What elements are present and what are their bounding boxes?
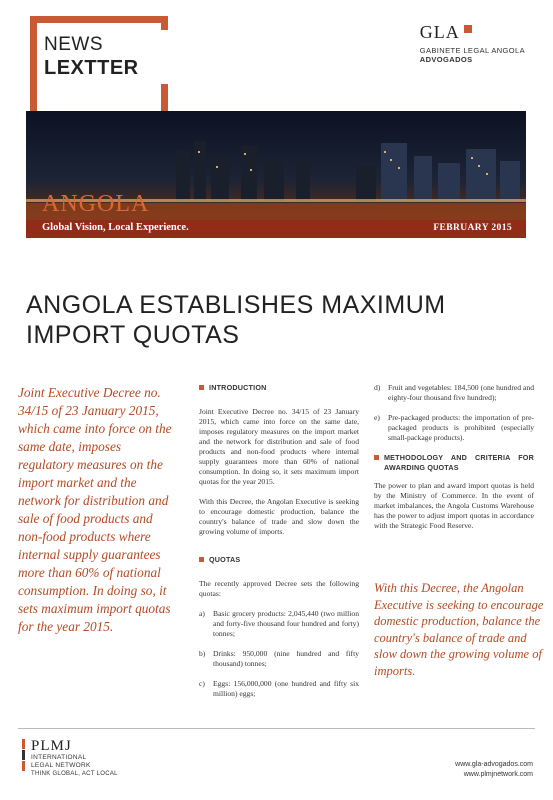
firm-name: GABINETE LEGAL ANGOLA <box>419 46 525 55</box>
partner-network-line2: LEGAL NETWORK <box>31 762 91 769</box>
banner-date: FEBRUARY 2015 <box>433 223 512 233</box>
banner-slogan: Global Vision, Local Experience. <box>42 222 189 233</box>
intro-paragraph-1: Joint Executive Decree no. 34/15 of 23 January 2015, which came into force on the same date, imposes regulatory measures on the import market and the network for distribution and sale of food products and non-food products where internal supply guarantees more than 60% of national consumption. In doing so, it sets maximum import quotas for the year 2015. <box>199 407 359 486</box>
link-plmj[interactable]: www.plmjnetwork.com <box>463 771 533 778</box>
link-gla[interactable]: www.gla-advogados.com <box>455 761 533 768</box>
masthead-line1: NEWS <box>44 34 103 55</box>
lead-paragraph: Joint Executive Decree no. 34/15 of 23 January 2015, which came into force on the same date, imposes regulatory measures on the import market and the network for distribution and sale of food products and non-food products where internal supply guarantees more than 60% of national consumption. In doing so, it sets maximum import quotas for the year 2015. <box>18 385 172 634</box>
article-title <box>26 290 506 350</box>
footer-links <box>455 760 533 780</box>
footer-divider <box>18 728 535 729</box>
partner-tagline: THINK GLOBAL, ACT LOCAL <box>31 771 118 777</box>
column-middle <box>199 383 359 709</box>
firm-logo <box>420 22 525 64</box>
firm-mark: GLA <box>420 22 525 43</box>
city-banner <box>26 111 526 238</box>
section-heading-introduction: INTRODUCTION <box>199 383 359 393</box>
partner-logo-icon <box>22 739 25 772</box>
partner-name: PLMJ <box>31 738 72 754</box>
partner-logo <box>22 738 118 779</box>
article-title-line2: IMPORT QUOTAS <box>26 321 240 349</box>
firm-type: ADVOGADOS <box>419 55 473 64</box>
quota-item: c) Eggs: 156,000,000 (one hundred and fifty six million) eggs; <box>199 679 359 698</box>
quota-item: a) Basic grocery products: 2,045,440 (two million and forty-five thousand four hundred and forty) tonnes; <box>199 609 359 638</box>
section-heading-quotas: QUOTAS <box>199 555 359 565</box>
banner-country: ANGOLA <box>42 191 150 217</box>
methodology-paragraph: The power to plan and award import quotas is held by the Ministry of Commerce. In the event of market imbalances, the Angola Customs Warehouse has the power to adjust import quotas in accordance with the Strategic Food Reserve. <box>374 481 534 530</box>
section-heading-methodology: METHODOLOGY AND CRITERIA FOR AWARDING QUOTAS <box>374 453 534 473</box>
banner-strip <box>26 220 526 238</box>
quotas-intro: The recently approved Decree sets the following quotas: <box>199 579 359 598</box>
intro-paragraph-2: With this Decree, the Angolan Executive is seeking to encourage domestic production, balance the country's balance of trade and slow down the growing volume of imports. <box>199 497 359 536</box>
quota-item: b) Drinks: 950,000 (nine hundred and fifty thousand) tonnes; <box>199 649 359 668</box>
quota-item: d) Fruit and vegetables: 184,500 (one hundred and eighty-four thousand five hundred); <box>374 383 534 402</box>
bullet-square-icon <box>199 385 204 390</box>
partner-network-line1: INTERNATIONAL <box>31 754 87 761</box>
masthead-line2: LEXTTER <box>44 57 139 79</box>
bullet-square-icon <box>374 455 379 460</box>
quota-item: e) Pre-packaged products: the importation of pre-packaged products is prohibited (especially small-package products). <box>374 413 534 442</box>
bullet-square-icon <box>199 557 204 562</box>
masthead-title <box>42 30 178 84</box>
column-right <box>374 383 534 541</box>
pull-quote: With this Decree, the Angolan Executive is seeking to encourage domestic production, balance the country's balance of trade and slow down the growing volume of imports. <box>374 581 544 678</box>
article-title-line1: ANGOLA ESTABLISHES MAXIMUM <box>26 291 446 319</box>
city-skyline-image <box>26 111 526 238</box>
